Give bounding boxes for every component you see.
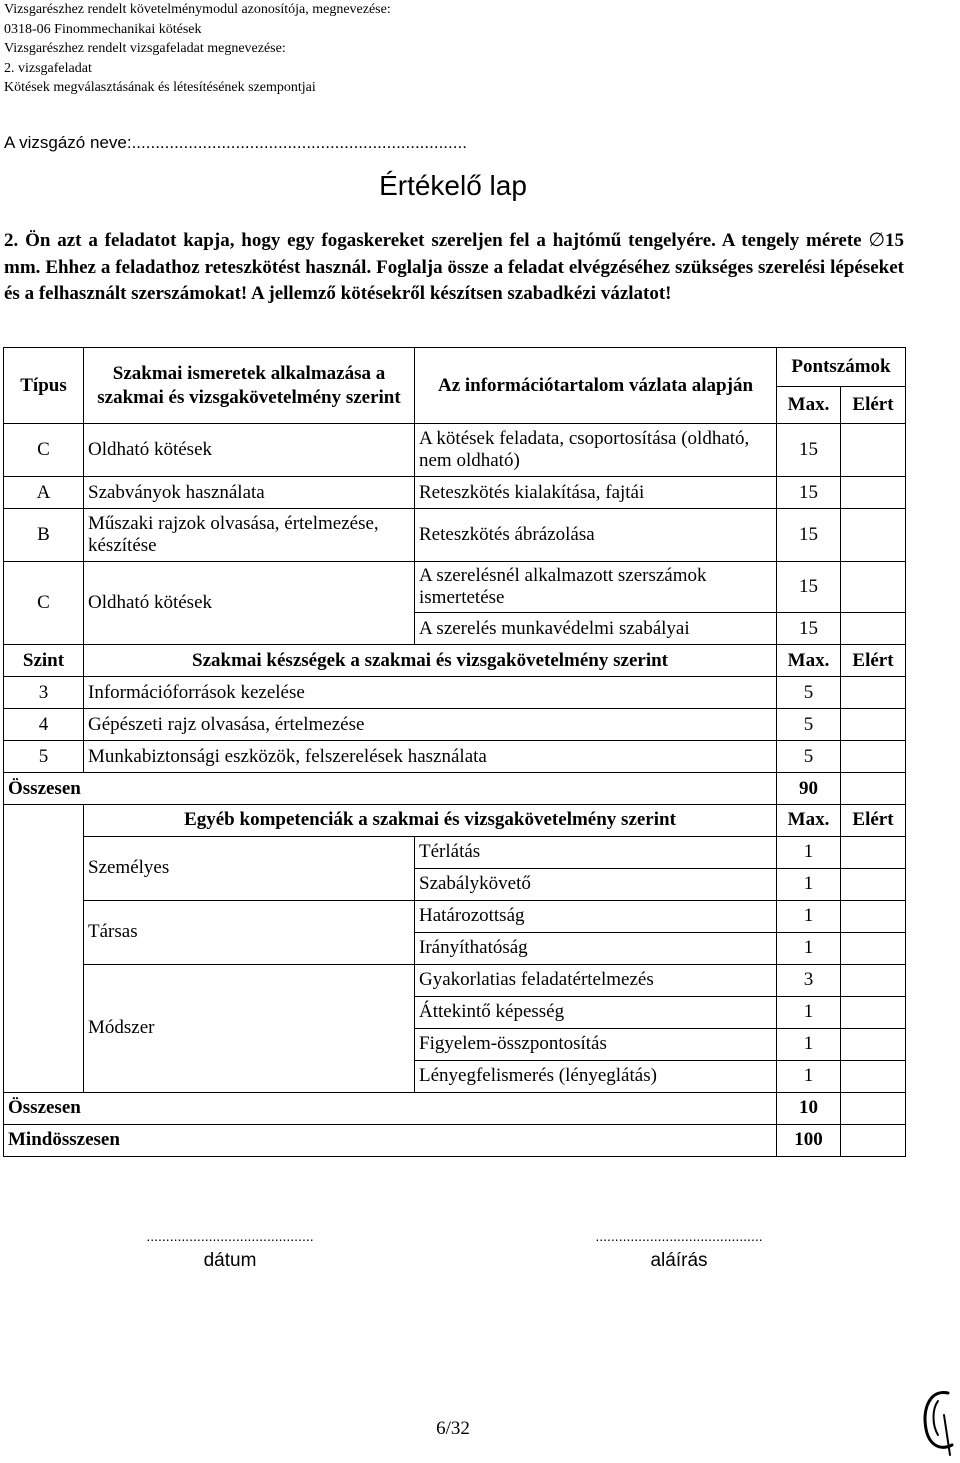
- competency-item: Lényegfelismerés (lényeglátás): [415, 1060, 777, 1092]
- total-max-cell: 10: [777, 1092, 841, 1124]
- date-dotted-line: ...........................................: [146, 1228, 314, 1244]
- competency-item: Gyakorlatias feladatértelmezés: [415, 964, 777, 996]
- total-label: Összesen: [4, 773, 777, 805]
- total-max-cell: 90: [777, 773, 841, 805]
- competency-item: Szabálykövető: [415, 868, 777, 900]
- table-row: [4, 709, 906, 741]
- competency-item: Térlátás: [415, 836, 777, 868]
- competency-item: Határozottság: [415, 900, 777, 932]
- grand-total-row: [4, 1124, 906, 1156]
- competency-group-name: Társas: [84, 900, 415, 964]
- col-szakmai-header: Szakmai ismeretek alkalmazása a szakmai és vizsgakövetelmény szerint: [84, 348, 415, 424]
- max-score-cell: 15: [777, 477, 841, 509]
- achieved-score-cell: [841, 1060, 906, 1092]
- header-line: Vizsgarészhez rendelt vizsgafeladat megnevezése:: [4, 41, 286, 56]
- page-title: Értékelő lap: [379, 170, 527, 201]
- skill-name-cell: Oldható kötések: [84, 424, 415, 477]
- max-score-cell: 1: [777, 932, 841, 964]
- skills-title-header: Szakmai készségek a szakmai és vizsgakövetelmény szerint: [84, 645, 777, 677]
- info-cell: A kötések feladata, csoportosítása (oldható, nem oldható): [415, 424, 777, 477]
- task-text-part2: 15 mm. Ehhez a feladathoz reteszkötést használ. Foglalja össze a feladat elvégzéséhez szükséges szerelési lépéseket és a felhasznált szerszámokat! A jellemző kötésekről készítsen szabadkézi vázlatot!: [4, 230, 904, 304]
- tipus-cell: C: [4, 562, 84, 645]
- max-score-cell: 15: [777, 424, 841, 477]
- col-info-header: Az információtartalom vázlata alapján: [415, 348, 777, 424]
- date-signature-block: [88, 1228, 372, 1272]
- skill-name-cell: Gépészeti rajz olvasása, értelmezése: [84, 709, 777, 741]
- total-label: Összesen: [4, 1092, 777, 1124]
- achieved-score-cell: [841, 677, 906, 709]
- signature-label: aláírás: [650, 1250, 708, 1271]
- evaluation-table: [3, 347, 906, 1157]
- header-line: 0318-06 Finommechanikai kötések: [4, 21, 202, 37]
- grand-total-label: Mindösszesen: [4, 1124, 777, 1156]
- col-szint-header: Szint: [4, 645, 84, 677]
- max-score-cell: 5: [777, 709, 841, 741]
- achieved-score-cell: [841, 900, 906, 932]
- tipus-cell: B: [4, 509, 84, 562]
- competencies-total-row: [4, 1092, 906, 1124]
- info-cell: Reteszkötés ábrázolása: [415, 509, 777, 562]
- competency-group-name: Személyes: [84, 836, 415, 900]
- task-description: [4, 228, 904, 308]
- achieved-score-cell: [841, 868, 906, 900]
- col-elert-header: Elért: [841, 387, 906, 424]
- max-score-cell: 15: [777, 613, 841, 645]
- achieved-score-cell: [841, 613, 906, 645]
- achieved-score-cell: [841, 1028, 906, 1060]
- col-max-header: Max.: [777, 645, 841, 677]
- skills-total-row: [4, 773, 906, 805]
- achieved-score-cell: [841, 477, 906, 509]
- header-line: 2. vizsgafeladat: [4, 60, 92, 76]
- max-score-cell: 15: [777, 509, 841, 562]
- achieved-score-cell: [841, 741, 906, 773]
- achieved-score-cell: [841, 509, 906, 562]
- max-score-cell: 1: [777, 836, 841, 868]
- achieved-score-cell: [841, 932, 906, 964]
- table-row: [4, 477, 906, 509]
- achieved-score-cell: [841, 996, 906, 1028]
- table-row: [4, 509, 906, 562]
- achieved-score-cell: [841, 562, 906, 613]
- tipus-cell: C: [4, 424, 84, 477]
- header-line: Vizsgarészhez rendelt követelménymodul azonosítója, megnevezése:: [4, 2, 391, 17]
- logo-icon: [918, 1385, 956, 1462]
- table-row: [4, 964, 906, 996]
- max-score-cell: 1: [777, 900, 841, 932]
- max-score-cell: 3: [777, 964, 841, 996]
- competency-item: Irányíthatóság: [415, 932, 777, 964]
- max-score-cell: 1: [777, 868, 841, 900]
- max-score-cell: 1: [777, 1060, 841, 1092]
- task-text-part1: 2. Ön azt a feladatot kapja, hogy egy fogaskereket szereljen fel a hajtómű tengelyére. A tengely mérete: [4, 230, 862, 251]
- max-score-cell: 1: [777, 996, 841, 1028]
- signature-dotted-line: ...........................................: [595, 1228, 763, 1244]
- skills-header-row: [4, 645, 906, 677]
- info-cell: Reteszkötés kialakítása, fajtái: [415, 477, 777, 509]
- tipus-cell: A: [4, 477, 84, 509]
- szint-cell: 3: [4, 677, 84, 709]
- skill-name-cell: Információforrások kezelése: [84, 677, 777, 709]
- szint-cell: 5: [4, 741, 84, 773]
- header-line: Kötések megválasztásának és létesítésének szempontjai: [4, 80, 316, 95]
- date-label: dátum: [203, 1250, 257, 1271]
- table-row: [4, 741, 906, 773]
- competency-item: Áttekintő képesség: [415, 996, 777, 1028]
- grand-total-max-cell: 100: [777, 1124, 841, 1156]
- skill-name-cell: Munkabiztonsági eszközök, felszerelések használata: [84, 741, 777, 773]
- info-cell: A szerelés munkavédelmi szabályai: [415, 613, 777, 645]
- col-pontszamok-header: Pontszámok: [777, 348, 906, 387]
- achieved-score-cell: [841, 836, 906, 868]
- competency-item: Figyelem-összpontosítás: [415, 1028, 777, 1060]
- col-elert-header: Elért: [841, 805, 906, 837]
- diameter-icon: ∅: [868, 230, 885, 251]
- table-row: [4, 424, 906, 477]
- col-elert-header: Elért: [841, 645, 906, 677]
- achieved-score-cell: [841, 709, 906, 741]
- table-row: [4, 562, 906, 613]
- skill-name-cell: Oldható kötések: [84, 562, 415, 645]
- max-score-cell: 5: [777, 677, 841, 709]
- max-score-cell: 5: [777, 741, 841, 773]
- szint-cell: 4: [4, 709, 84, 741]
- signature-block: [537, 1228, 821, 1272]
- total-achieved-cell: [841, 1092, 906, 1124]
- table-row: [4, 677, 906, 709]
- grand-total-achieved-cell: [841, 1124, 906, 1156]
- skill-name-cell: Szabványok használata: [84, 477, 415, 509]
- competencies-header-row: [4, 805, 906, 837]
- col-max-header: Max.: [777, 805, 841, 837]
- table-row: [4, 900, 906, 932]
- total-achieved-cell: [841, 773, 906, 805]
- skill-name-cell: Műszaki rajzok olvasása, értelmezése, készítése: [84, 509, 415, 562]
- document-header: [4, 0, 391, 98]
- examinee-name-line: A vizsgázó neve:.......................................................................: [4, 133, 467, 152]
- info-cell: A szerelésnél alkalmazott szerszámok ismertetése: [415, 562, 777, 613]
- col-tipus-header: Típus: [4, 348, 84, 424]
- table-row: [4, 836, 906, 868]
- achieved-score-cell: [841, 964, 906, 996]
- competencies-title-header: Egyéb kompetenciák a szakmai és vizsgakövetelmény szerint: [84, 805, 777, 837]
- col-max-header: Max.: [777, 387, 841, 424]
- max-score-cell: 15: [777, 562, 841, 613]
- achieved-score-cell: [841, 424, 906, 477]
- competency-group-name: Módszer: [84, 964, 415, 1092]
- page-number: 6/32: [436, 1418, 470, 1439]
- max-score-cell: 1: [777, 1028, 841, 1060]
